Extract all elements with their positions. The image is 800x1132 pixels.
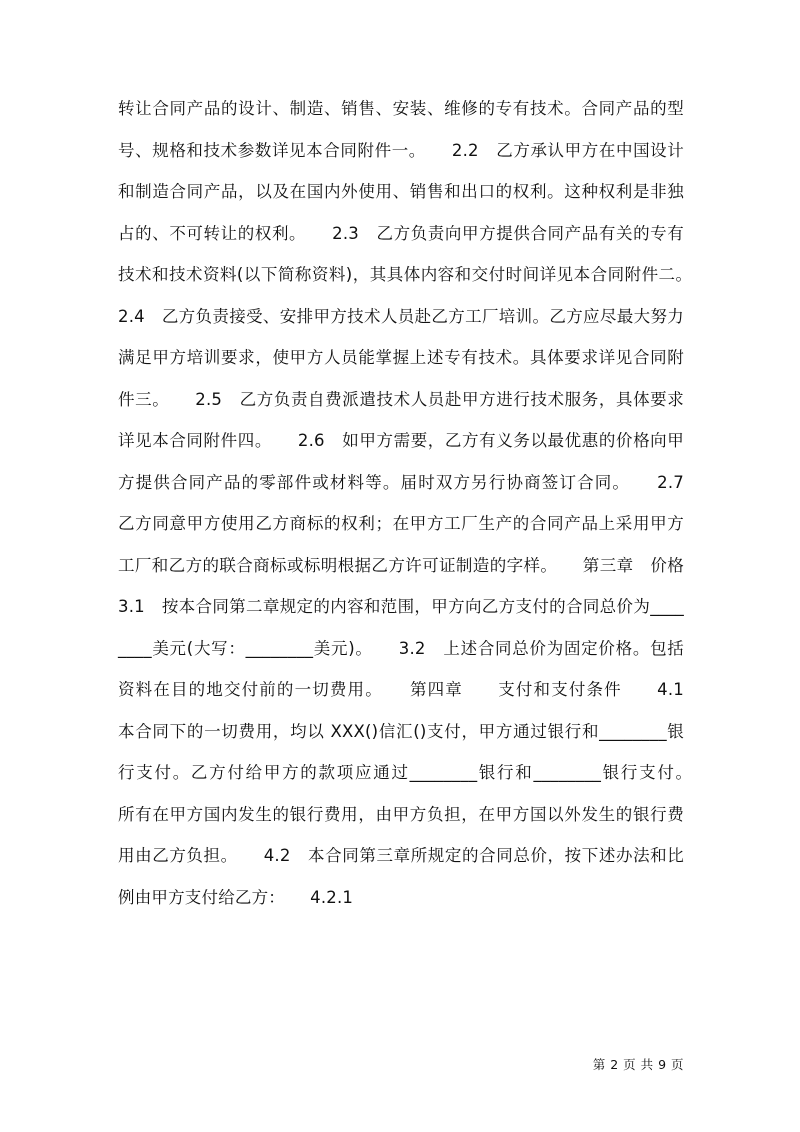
contract-body-paragraph: 转让合同产品的设计、制造、销售、安装、维修的专有技术。合同产品的型号、规格和技术参数详见本合同附件一。 2.2 乙方承认甲方在中国设计和制造合同产品，以及在国内外使用、销售和出口的权利。这种权利是非独占的、不可转让的权利。 2.3 乙方负责向甲方提供合同产品有关的专有技术和技术资料(以下简称资料)，其具体内容和交付时间详见本合同附件二。 2.4 乙方负责接受、安排甲方技术人员赴乙方工厂培训。乙方应尽最大努力满足甲方培训要求，使甲方人员能掌握上述专有技术。具体要求详见合同附件三。 2.5 乙方负责自费派遣技术人员赴甲方进行技术服务，具体要求详见本合同附件四。 2.6 如甲方需要，乙方有义务以最优惠的价格向甲方提供合同产品的零部件或材料等。届时双方另行协商签订合同。 2.7 乙方同意甲方使用乙方商标的权利；在甲方工厂生产的合同产品上采用甲方工厂和乙方的联合商标或标明根据乙方许可证制造的字样。 第三章 价格 3.1 按本合同第二章规定的内容和范围，甲方向乙方支付的合同总价为________美元(大写：________美元)。 3.2 上述合同总价为固定价格。包括资料在目的地交付前的一切费用。 第四章 支付和支付条件 4.1 本合同下的一切费用，均以 XXX()信汇()支付，甲方通过银行和________银行支付。乙方付给甲方的款项应通过________银行和________银行支付。 所有在甲方国内发生的银行费用，由甲方负担，在甲方国以外发生的银行费用由乙方负担。 4.2 本合同第三章所规定的合同总价，按下述办法和比例由甲方支付给乙方： 4.2.1 — [118, 99, 718, 907]
page-footer: 第 2 页 共 9 页 — [592, 1057, 684, 1072]
document-body — [118, 88, 718, 918]
